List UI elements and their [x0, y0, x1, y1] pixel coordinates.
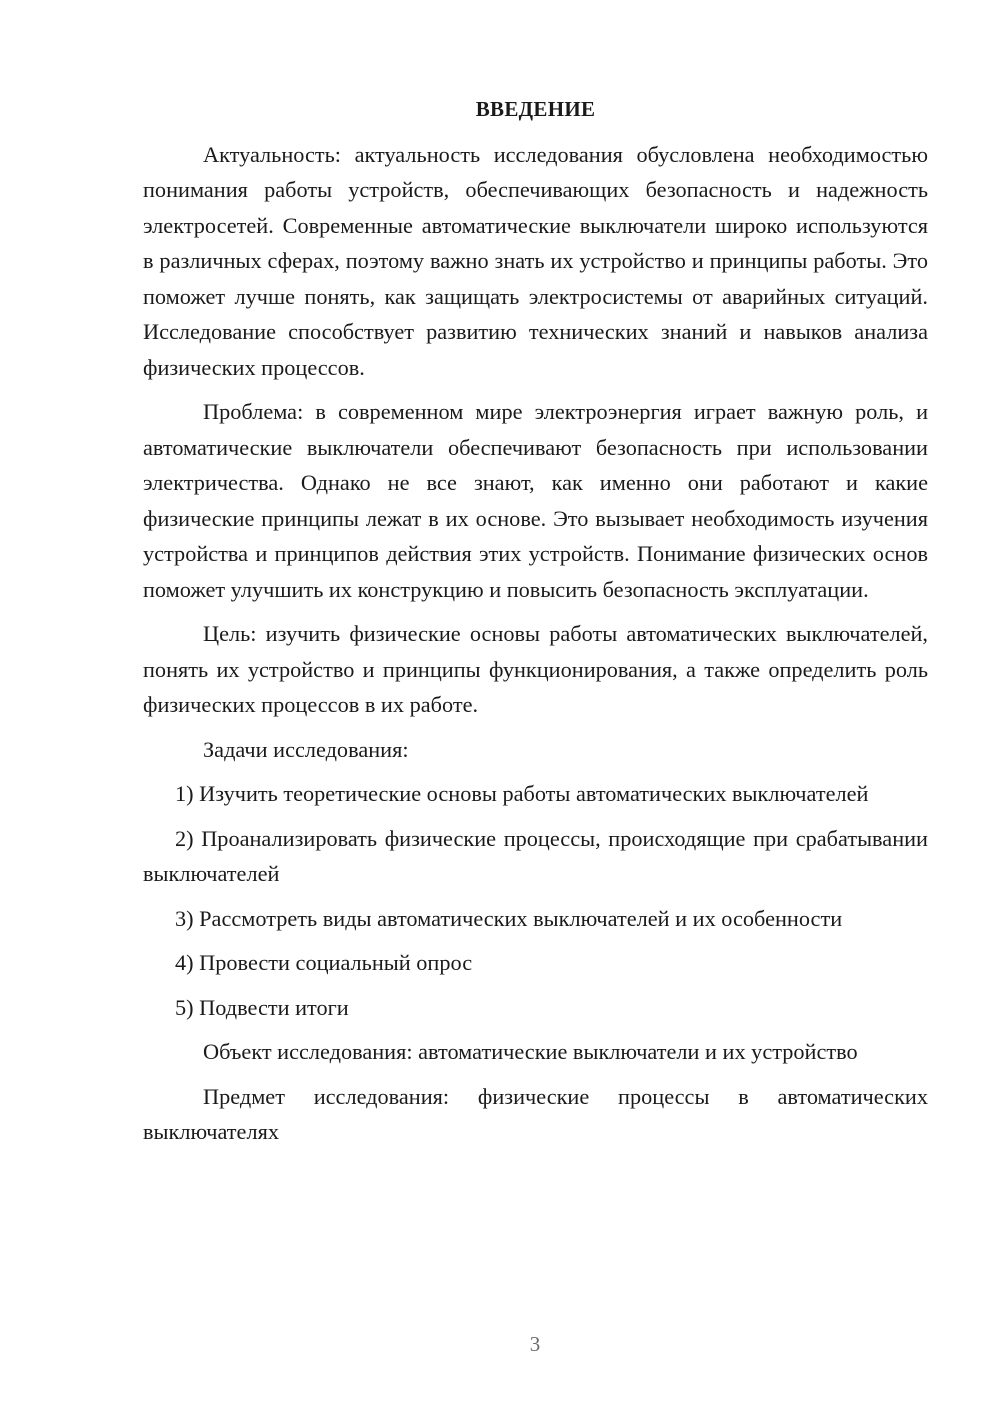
task-item: 2) Проанализировать физические процессы, происходящие при срабатывании выключателей	[143, 825, 928, 886]
task-item: 1) Изучить теоретические основы работы автоматических выключателей	[175, 781, 869, 806]
object-paragraph: Объект исследования: автоматические выключатели и их устройство	[203, 1039, 858, 1064]
document-page	[143, 92, 928, 1150]
relevance-paragraph: Актуальность: актуальность исследования обусловлена необходимостью понимания работы устройств, обеспечивающих безопасность и надежность электросетей. Современные автоматические выключатели широко используются в различных сферах, поэтому важно знать их устройство и принципы работы. Это поможет лучше понять, как защищать электросистемы от аварийных ситуаций. Исследование способствует развитию технических знаний и навыков анализа физических процессов.	[143, 141, 928, 380]
task-item: 4) Провести социальный опрос	[175, 950, 473, 975]
task-item: 3) Рассмотреть виды автоматических выключателей и их особенности	[175, 905, 843, 931]
task-item: 5) Подвести итоги	[175, 994, 349, 1020]
tasks-heading: Задачи исследования:	[203, 736, 409, 762]
problem-paragraph: Проблема: в современном мире электроэнергия играет важную роль, и автоматические выключатели обеспечивают безопасность при использовании электричества. Однако не все знают, как именно они работают и какие физические принципы лежат в их основе. Это вызывает необходимость изучения устройства и принципов действия этих устройств. Понимание физических основ поможет улучшить их конструкцию и повысить безопасность эксплуатации.	[143, 399, 928, 602]
subject-paragraph: Предмет исследования: физические процессы в автоматических выключателях	[143, 1083, 928, 1144]
section-title: ВВЕДЕНИЕ	[475, 97, 596, 121]
goal-paragraph: Цель: изучить физические основы работы автоматических выключателей, понять их устройство и принципы функционирования, а также определить роль физических процессов в их работе.	[143, 621, 928, 717]
page-number: 3	[529, 1332, 541, 1356]
